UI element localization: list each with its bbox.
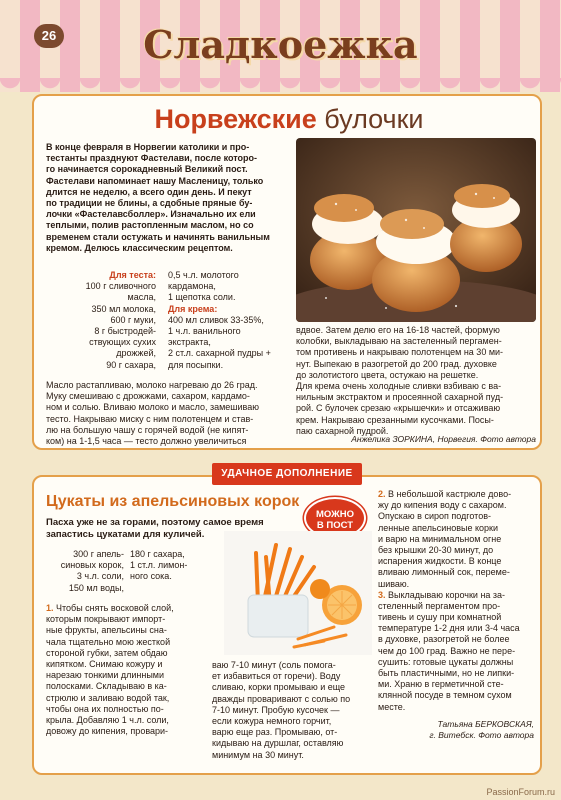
candied-peel-photo	[224, 531, 372, 655]
text-line: кремом. Делюсь классическим рецептом.	[46, 242, 233, 253]
step-number: 2.	[378, 489, 386, 499]
text-line: месте.	[378, 701, 406, 712]
text-line: нильным экстрактом и просеянной сахарной пуд-	[296, 392, 504, 403]
text-line: тивень и сушу при комнатной	[378, 612, 502, 623]
text-line: ном и солью. Вливаю молоко и масло, замешиваю	[46, 402, 259, 413]
ingredients-heading: Для крема:	[168, 303, 218, 314]
text-line: кипятком. Снимаю кожуру и	[46, 658, 163, 669]
text-line: Для крема очень холодные сливки взбиваю с ва-	[296, 380, 502, 391]
text-line: и варю на минимальном огне	[378, 533, 502, 544]
article-title: Цукаты из апельсиновых корок	[46, 493, 300, 510]
text-line: быть пластичными, но не липки-	[378, 668, 515, 678]
text-line: В небольшой кастрюле дово-	[385, 489, 512, 499]
text-line: нарезаю тонкими длинными	[46, 670, 165, 681]
header-scallop	[0, 78, 561, 92]
text-line: жу до кипения воду с сахаром.	[378, 500, 507, 511]
badge-line: В ПОСТ	[316, 520, 354, 531]
article-title-rest: булочки	[324, 104, 424, 134]
text-line: рой. С булочек срезаю «крышечки» и отсаживаю	[296, 403, 501, 414]
ingredient-line: 300 г апель-	[73, 549, 124, 559]
step-number: 1.	[46, 603, 54, 613]
text-line: крыла. Добавляю 1 ч.л. соли,	[46, 714, 169, 725]
text-line: стрюлю и заливаю водой так,	[46, 692, 170, 703]
text-line: Выкладываю корочки на за-	[385, 589, 506, 600]
text-line: запастись цукатами для куличей.	[46, 529, 205, 540]
ingredient-line: 1 щепотка соли.	[168, 292, 236, 303]
text-line: Муку смешиваю с дрожжами, сахаром, кардамо-	[46, 391, 250, 402]
text-line: испарения жидкости. В конце	[378, 556, 502, 567]
ingredient-line: ного сока.	[130, 571, 172, 582]
article-intro	[46, 142, 292, 254]
text-line: без крышки 20-30 минут, до	[378, 544, 494, 555]
badge-line: МОЖНО	[315, 509, 354, 520]
ingredient-line: 8 г быстродей-	[94, 325, 156, 336]
text-line: которым покрывают импорт-	[46, 614, 166, 625]
text-line: варю еще раз. Промываю, от-	[212, 727, 338, 738]
text-line: паю сахарной пудрой.	[296, 425, 389, 436]
method-left-column	[46, 380, 292, 447]
text-line: стеленный пергаментом про-	[378, 600, 501, 611]
text-line: кидываю на дуршлаг, оставляю	[212, 738, 344, 749]
text-line: стороной губки, затем обдаю	[46, 647, 168, 658]
step-number: 3.	[378, 589, 386, 600]
text-line: чтобы она их полностью по-	[46, 703, 164, 714]
text-line: сушить: готовые цукаты должны	[378, 656, 514, 667]
author-name: Татьяна БЕРКОВСКАЯ,	[437, 719, 534, 729]
text-line: Пасха уже не за горами, поэтому самое время	[46, 517, 264, 528]
ribbon-label: УДАЧНОЕ ДОПОЛНЕНИЕ	[212, 463, 362, 485]
text-line: по традиции не блины, а сдобные пряные бу-	[46, 197, 253, 208]
text-line: колобки, выкладываю на застеленный пергамен-	[296, 336, 502, 347]
text-line: минимум на 30 минут.	[212, 749, 304, 760]
ingredients-left	[46, 549, 124, 594]
text-line: крем. Накрываю срезанными кусочками. Посы-	[296, 414, 494, 425]
text-line: Масло растапливаю, молоко нагреваю до 26 град.	[46, 380, 258, 390]
ingredient-line: 1 ст.л. лимон-	[130, 560, 188, 571]
text-line: нут. Выпекаю в разогретой до 200 град. духовке	[296, 358, 497, 369]
article-norwegian-buns	[32, 94, 542, 450]
text-line: лю на большую чашу с горячей водой (не кипят-	[46, 424, 249, 435]
article-author	[378, 719, 534, 741]
text-line: временем стали остужать и начинять ванильным	[46, 231, 270, 242]
steps-2-3-column	[378, 489, 534, 713]
text-line: Чтобы снять восковой слой,	[53, 603, 174, 613]
ingredients-right	[130, 549, 210, 583]
text-line: чала тщательно мою жесткой	[46, 636, 171, 647]
ingredient-line: кардамона,	[168, 281, 216, 292]
text-line: ные фрукты, апельсины сна-	[46, 625, 167, 636]
section-title: Сладкоежка	[143, 22, 418, 67]
text-line: лочки «Фастелавсболлер». Изначально их ели	[46, 209, 256, 220]
step1-continued-column	[212, 660, 372, 761]
step1-column	[46, 603, 206, 737]
ingredients-left	[46, 270, 156, 371]
text-line: том противень и накрываю полотенцем на 30 ми-	[296, 347, 504, 358]
text-line: сливаю, корки промываю и еще	[212, 682, 346, 693]
text-line: 7-10 минут. Пробую кусочек —	[212, 704, 340, 715]
author-place: , Норвегия. Фото автора	[432, 434, 536, 444]
text-line: клянной посуде в темном сухом	[378, 690, 512, 701]
ingredient-line: дрожжей,	[116, 348, 156, 359]
ingredient-line: 400 мл сливок 33-35%,	[168, 314, 264, 325]
ingredient-line: 600 г муки,	[110, 314, 156, 325]
author-name: Анжелика ЗОРКИНА	[351, 434, 433, 444]
text-line: шиваю.	[378, 578, 410, 589]
text-line: Опускаю в сироп подготов-	[378, 511, 491, 522]
ingredient-line: 0,5 ч.л. молотого	[168, 270, 239, 280]
site-watermark: PassionForum.ru	[486, 787, 555, 797]
text-line: до золотистого цвета, остужаю на решетке.	[296, 369, 479, 380]
text-line: ет избавиться от горечи). Воду	[212, 671, 341, 682]
ingredient-line: 3 ч.л. соли,	[76, 571, 124, 582]
ingredient-line: 2 ст.л. сахарной пудры +	[168, 348, 271, 359]
ingredient-line: 350 мл молока,	[91, 303, 156, 314]
ingredient-line: 150 мл воды,	[68, 582, 124, 593]
text-line: теплыми, полив растопленным маслом, но со	[46, 220, 254, 231]
text-line: вдвое. Затем делю его на 16-18 частей, формую	[296, 325, 500, 335]
ingredient-line: для посыпки.	[168, 359, 224, 370]
ingredient-line: экстракта,	[168, 337, 211, 348]
text-line: если кожура немного горчит,	[212, 715, 332, 726]
text-line: дважды проваривают с солью по	[212, 693, 351, 704]
text-line: длится не неделю, а всего один день. И пекут	[46, 186, 252, 197]
article-title-main: Норвежские	[154, 104, 317, 134]
ingredient-line: синовых корок,	[60, 560, 124, 571]
ingredient-line: масла,	[127, 292, 156, 303]
ingredient-line: 90 г сахара,	[106, 359, 156, 370]
text-line: Фастелави напоминает нашу Масленицу, только	[46, 175, 264, 186]
text-line: тесто. Накрываю миску с ним полотенцем и став-	[46, 413, 254, 424]
text-line: полосками. Складываю в ка-	[46, 681, 167, 692]
text-line: температуре 1-2 дня или 3-4 часа	[378, 623, 520, 634]
ingredient-line: 100 г сливочного	[85, 281, 156, 292]
text-line: в духовке, разогретой не более	[378, 634, 510, 645]
text-line: чем до 100 град. Важно не пере-	[378, 645, 516, 656]
text-line: ком) на 1-1,5 часа — тесто должно увеличиться	[46, 435, 247, 446]
article-candied-peel	[32, 475, 542, 775]
ingredient-line: ствующих сухих	[89, 337, 156, 348]
ingredient-line: 1 ч.л. ванильного	[168, 325, 241, 336]
text-line: В конце февраля в Норвегии католики и про-	[46, 142, 250, 152]
ingredient-line: 180 г сахара,	[130, 549, 185, 559]
author-place: г. Витебск. Фото автора	[429, 730, 534, 740]
ingredients-heading: Для теста:	[109, 270, 156, 280]
text-line: ленные апельсиновые корки	[378, 522, 498, 533]
text-line: довожу до кипения, провари-	[46, 726, 169, 737]
page-number: 26	[34, 24, 64, 48]
article-title	[34, 104, 544, 135]
ingredients-right	[168, 270, 292, 371]
text-line: вливаю лимонный сок, переме-	[378, 567, 510, 578]
text-line: ваю 7-10 минут (соль помога-	[212, 660, 336, 670]
method-right-column	[296, 325, 536, 437]
text-line: ми. Храню в герметичной сте-	[378, 679, 504, 690]
article-author	[296, 434, 536, 445]
text-line: го начинается сорокадневный Великий пост.	[46, 164, 248, 175]
text-line: тестанты празднуют Фастелави, после которо-	[46, 153, 258, 164]
buns-photo	[296, 138, 536, 322]
